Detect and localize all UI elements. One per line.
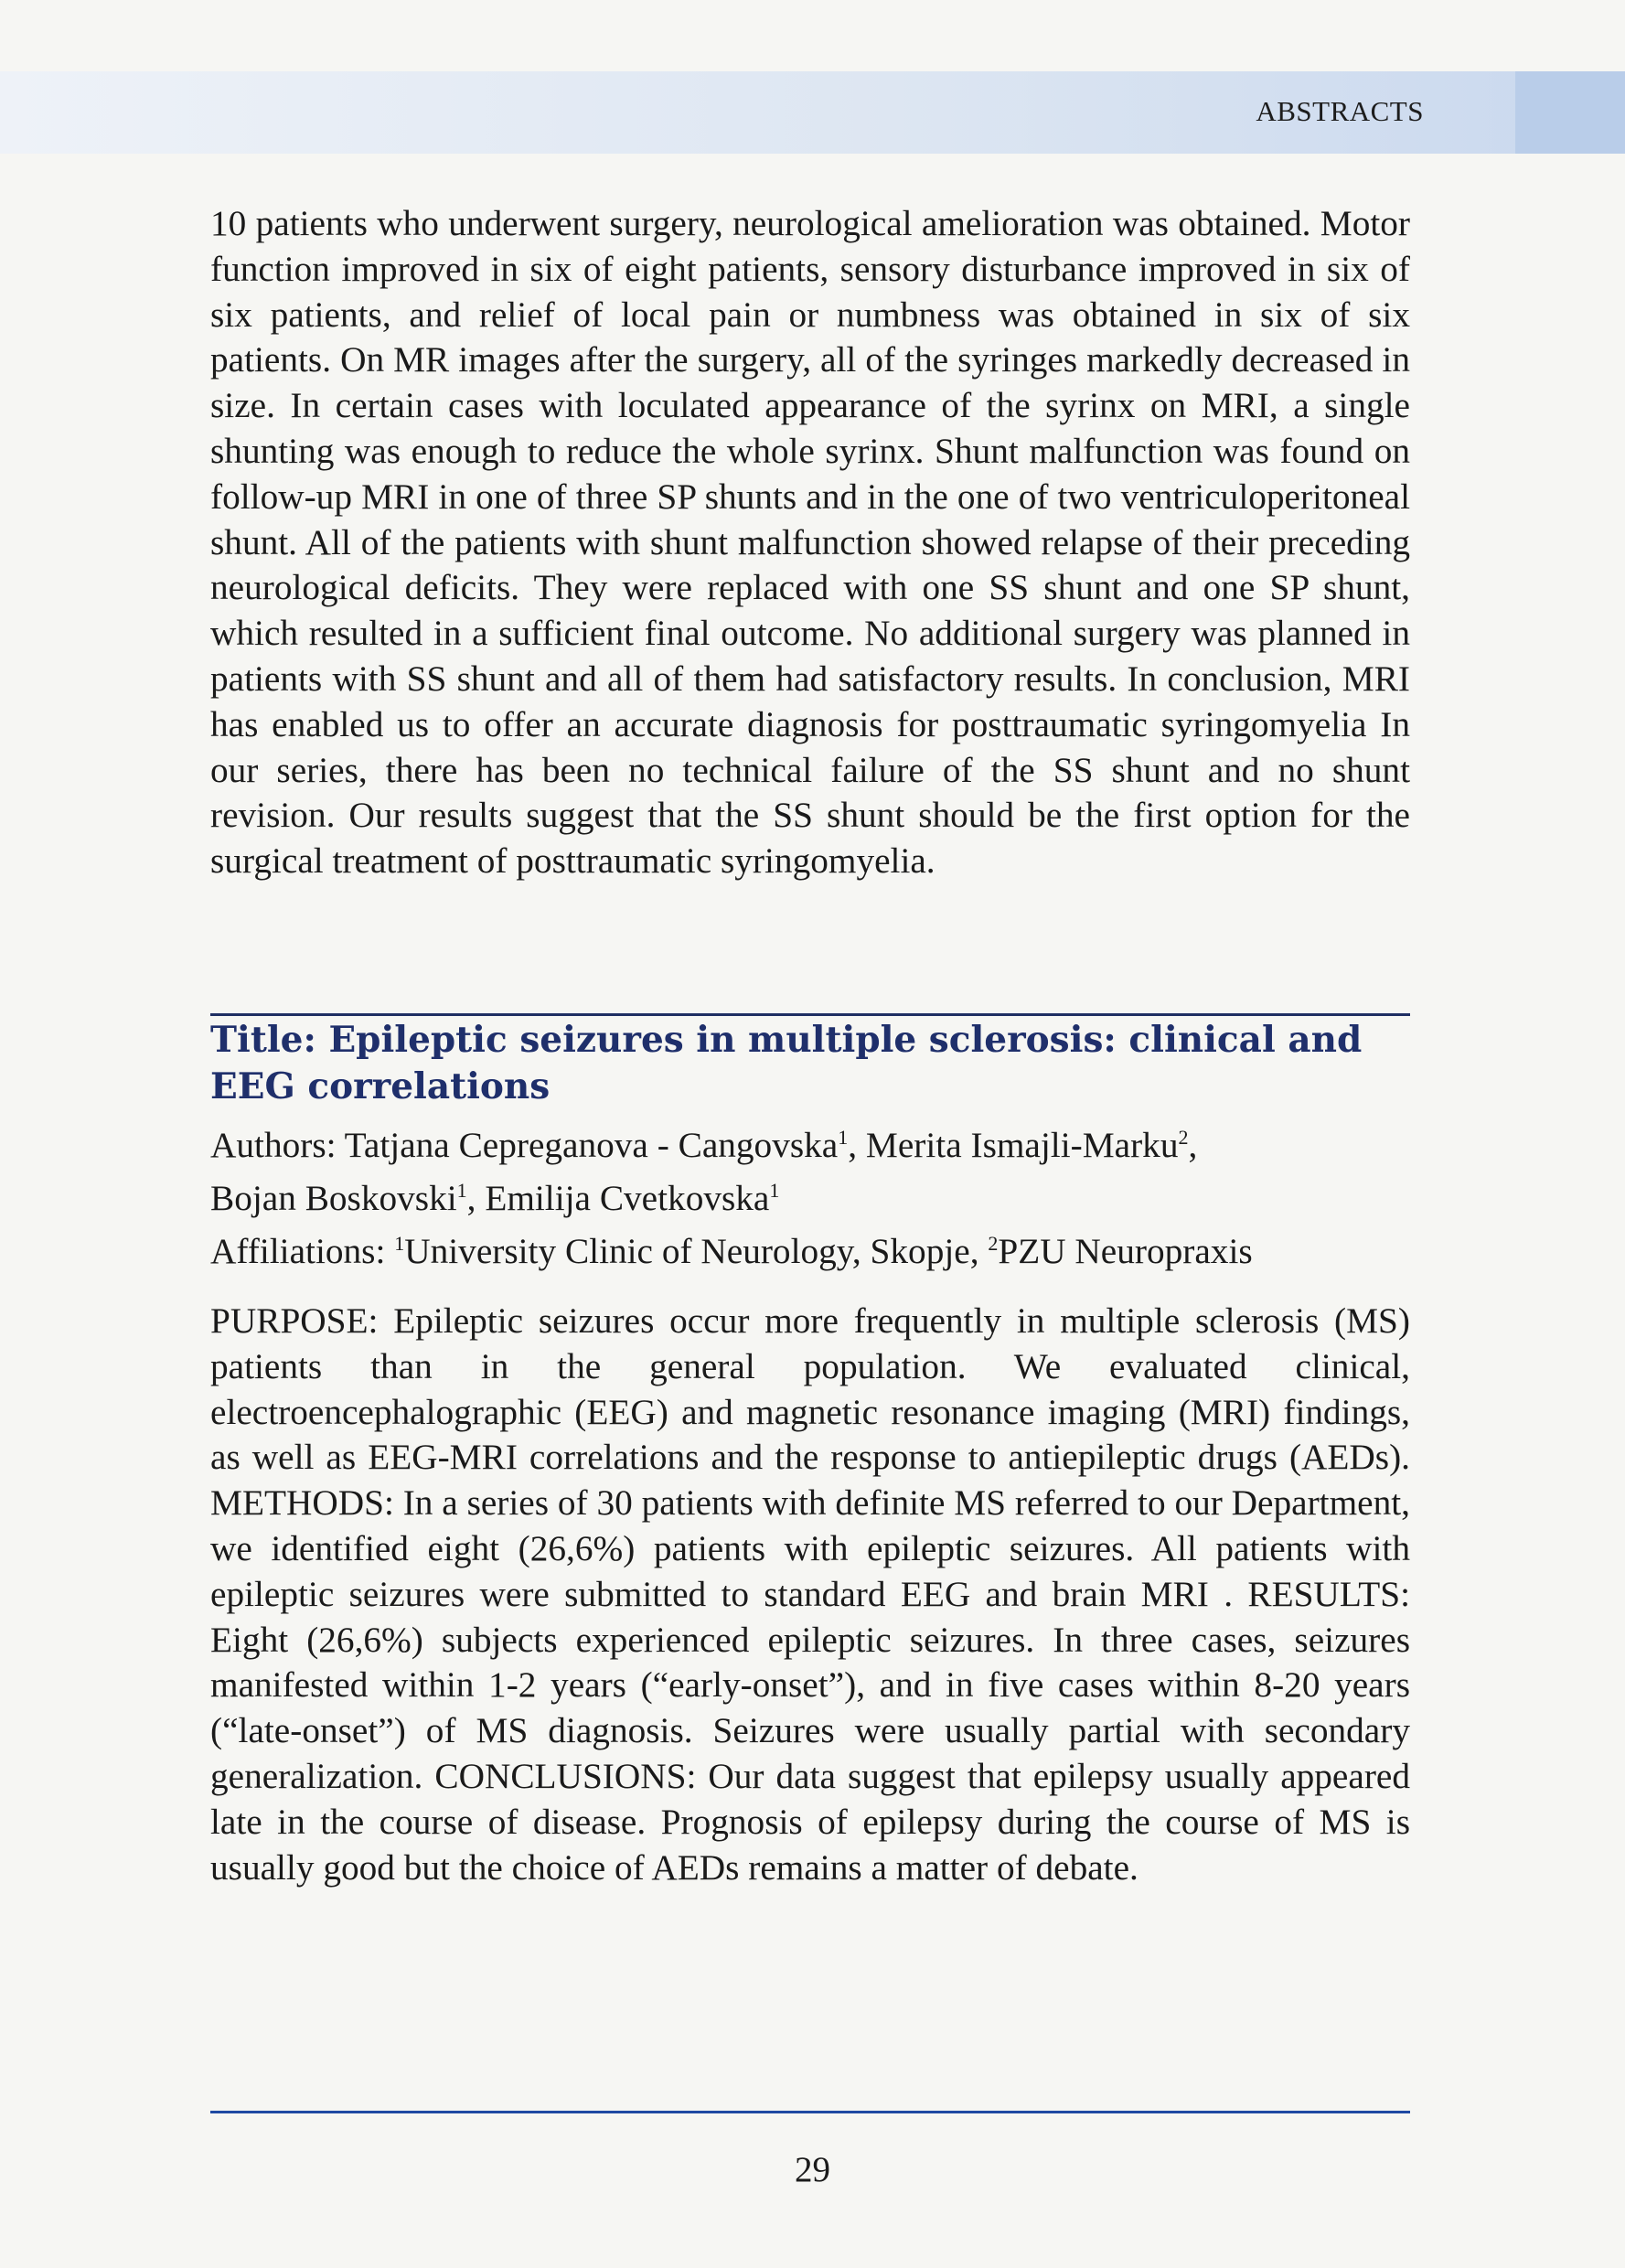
author-block (210, 1115, 1410, 1274)
affiliations-label: Affiliations: (210, 1231, 386, 1272)
author-name: Emilija Cvetkovska (485, 1178, 770, 1219)
continuation-section (210, 201, 1410, 884)
footer-rule (210, 2111, 1410, 2113)
running-head: ABSTRACTS (1256, 95, 1424, 127)
affiliations-line: Affiliations: $^1$University Clinic of Neurology, Skopje, $^2$PZU Neuropraxis (210, 1231, 1253, 1272)
affiliation-mark: 2 (988, 1232, 999, 1256)
author-aff-mark: 1 (456, 1179, 467, 1203)
affiliation-name: University Clinic of Neurology, Skopje (404, 1231, 970, 1272)
affiliation-mark: 1 (394, 1232, 405, 1256)
affiliation-name: PZU Neuropraxis (998, 1231, 1253, 1272)
author-aff-mark: 1 (769, 1179, 780, 1203)
author-name: Merita Ismajli-Marku (865, 1125, 1179, 1166)
abstract-body-section (210, 1299, 1410, 1890)
abstract-top-rule (210, 1013, 1410, 1016)
continuation-paragraph: 10 patients who underwent surgery, neurological amelioration was obtained. Motor function improved in six of eight patients, sensory disturbance improved in six of six patients, and relief of local pain or numbness was obtained in six of six patients. On MR images after the surgery, all of the syringes markedly decreased in size. In certain cases with loculated appearance of the syrinx on MRI, a single shunting was enough to reduce the whole syrinx. Shunt malfunction was found on follow-up MRI in one of three SP shunts and in the one of two ventriculoperitoneal shunt. All of the patients with shunt malfunction showed relapse of their preceding neurological deficits. They were replaced with one SS shunt and one SP shunt, which resulted in a sufficient final outcome. No additional surgery was planned in patients with SS shunt and all of them had satisfactory results. In conclusion, MRI has enabled us to offer an accurate diagnosis for posttraumatic syringomyelia In our series, there has been no technical failure of the SS shunt and no shunt revision. Our results suggest that the SS shunt should be the first option for the surgical treatment of posttraumatic syringomyelia. (210, 203, 1410, 882)
page-number: 29 (795, 2150, 830, 2189)
authors-line: Authors: Tatjana Cepreganova - Cangovska$^1$, Merita Ismajli-Marku$^2$, Bojan Boskovski$^1$, Emilija Cvetkovska$^1$ (210, 1125, 1198, 1219)
header-accent-stripe (1515, 71, 1625, 154)
abstract-body: PURPOSE: Epileptic seizures occur more frequently in multiple sclerosis (MS) patients than in the general population. We evaluated clinical, electroencephalographic (EEG) and magnetic resonance imaging (MRI) findings, as well as EEG-MRI correlations and the response to antiepileptic drugs (AEDs). METHODS: In a series of 30 patients with definite MS referred to our Department, we identified eight (26,6%) patients with epileptic seizures. All patients with epileptic seizures were submitted to standard EEG and brain MRI . RESULTS: Eight (26,6%) subjects experienced epileptic seizures. In three cases, seizures manifested within 1-2 years (“early-onset”), and in five cases within 8-20 years (“late-onset”) of MS diagnosis. Seizures were usually partial with secondary generalization. CONCLUSIONS: Our data suggest that epilepsy usually appeared late in the course of disease. Prognosis of epilepsy during the course of MS is usually good but the choice of AEDs remains a matter of debate. (210, 1300, 1410, 1888)
author-name: Tatjana Cepreganova - Cangovska (344, 1125, 839, 1166)
author-name: Bojan Boskovski (210, 1178, 457, 1219)
author-aff-mark: 2 (1178, 1126, 1189, 1149)
authors-label: Authors: (210, 1125, 337, 1166)
author-aff-mark: 1 (838, 1126, 849, 1149)
abstract-title: Title: Epileptic seizures in multiple sclerosis: clinical and EEG correlations (210, 1019, 1363, 1107)
